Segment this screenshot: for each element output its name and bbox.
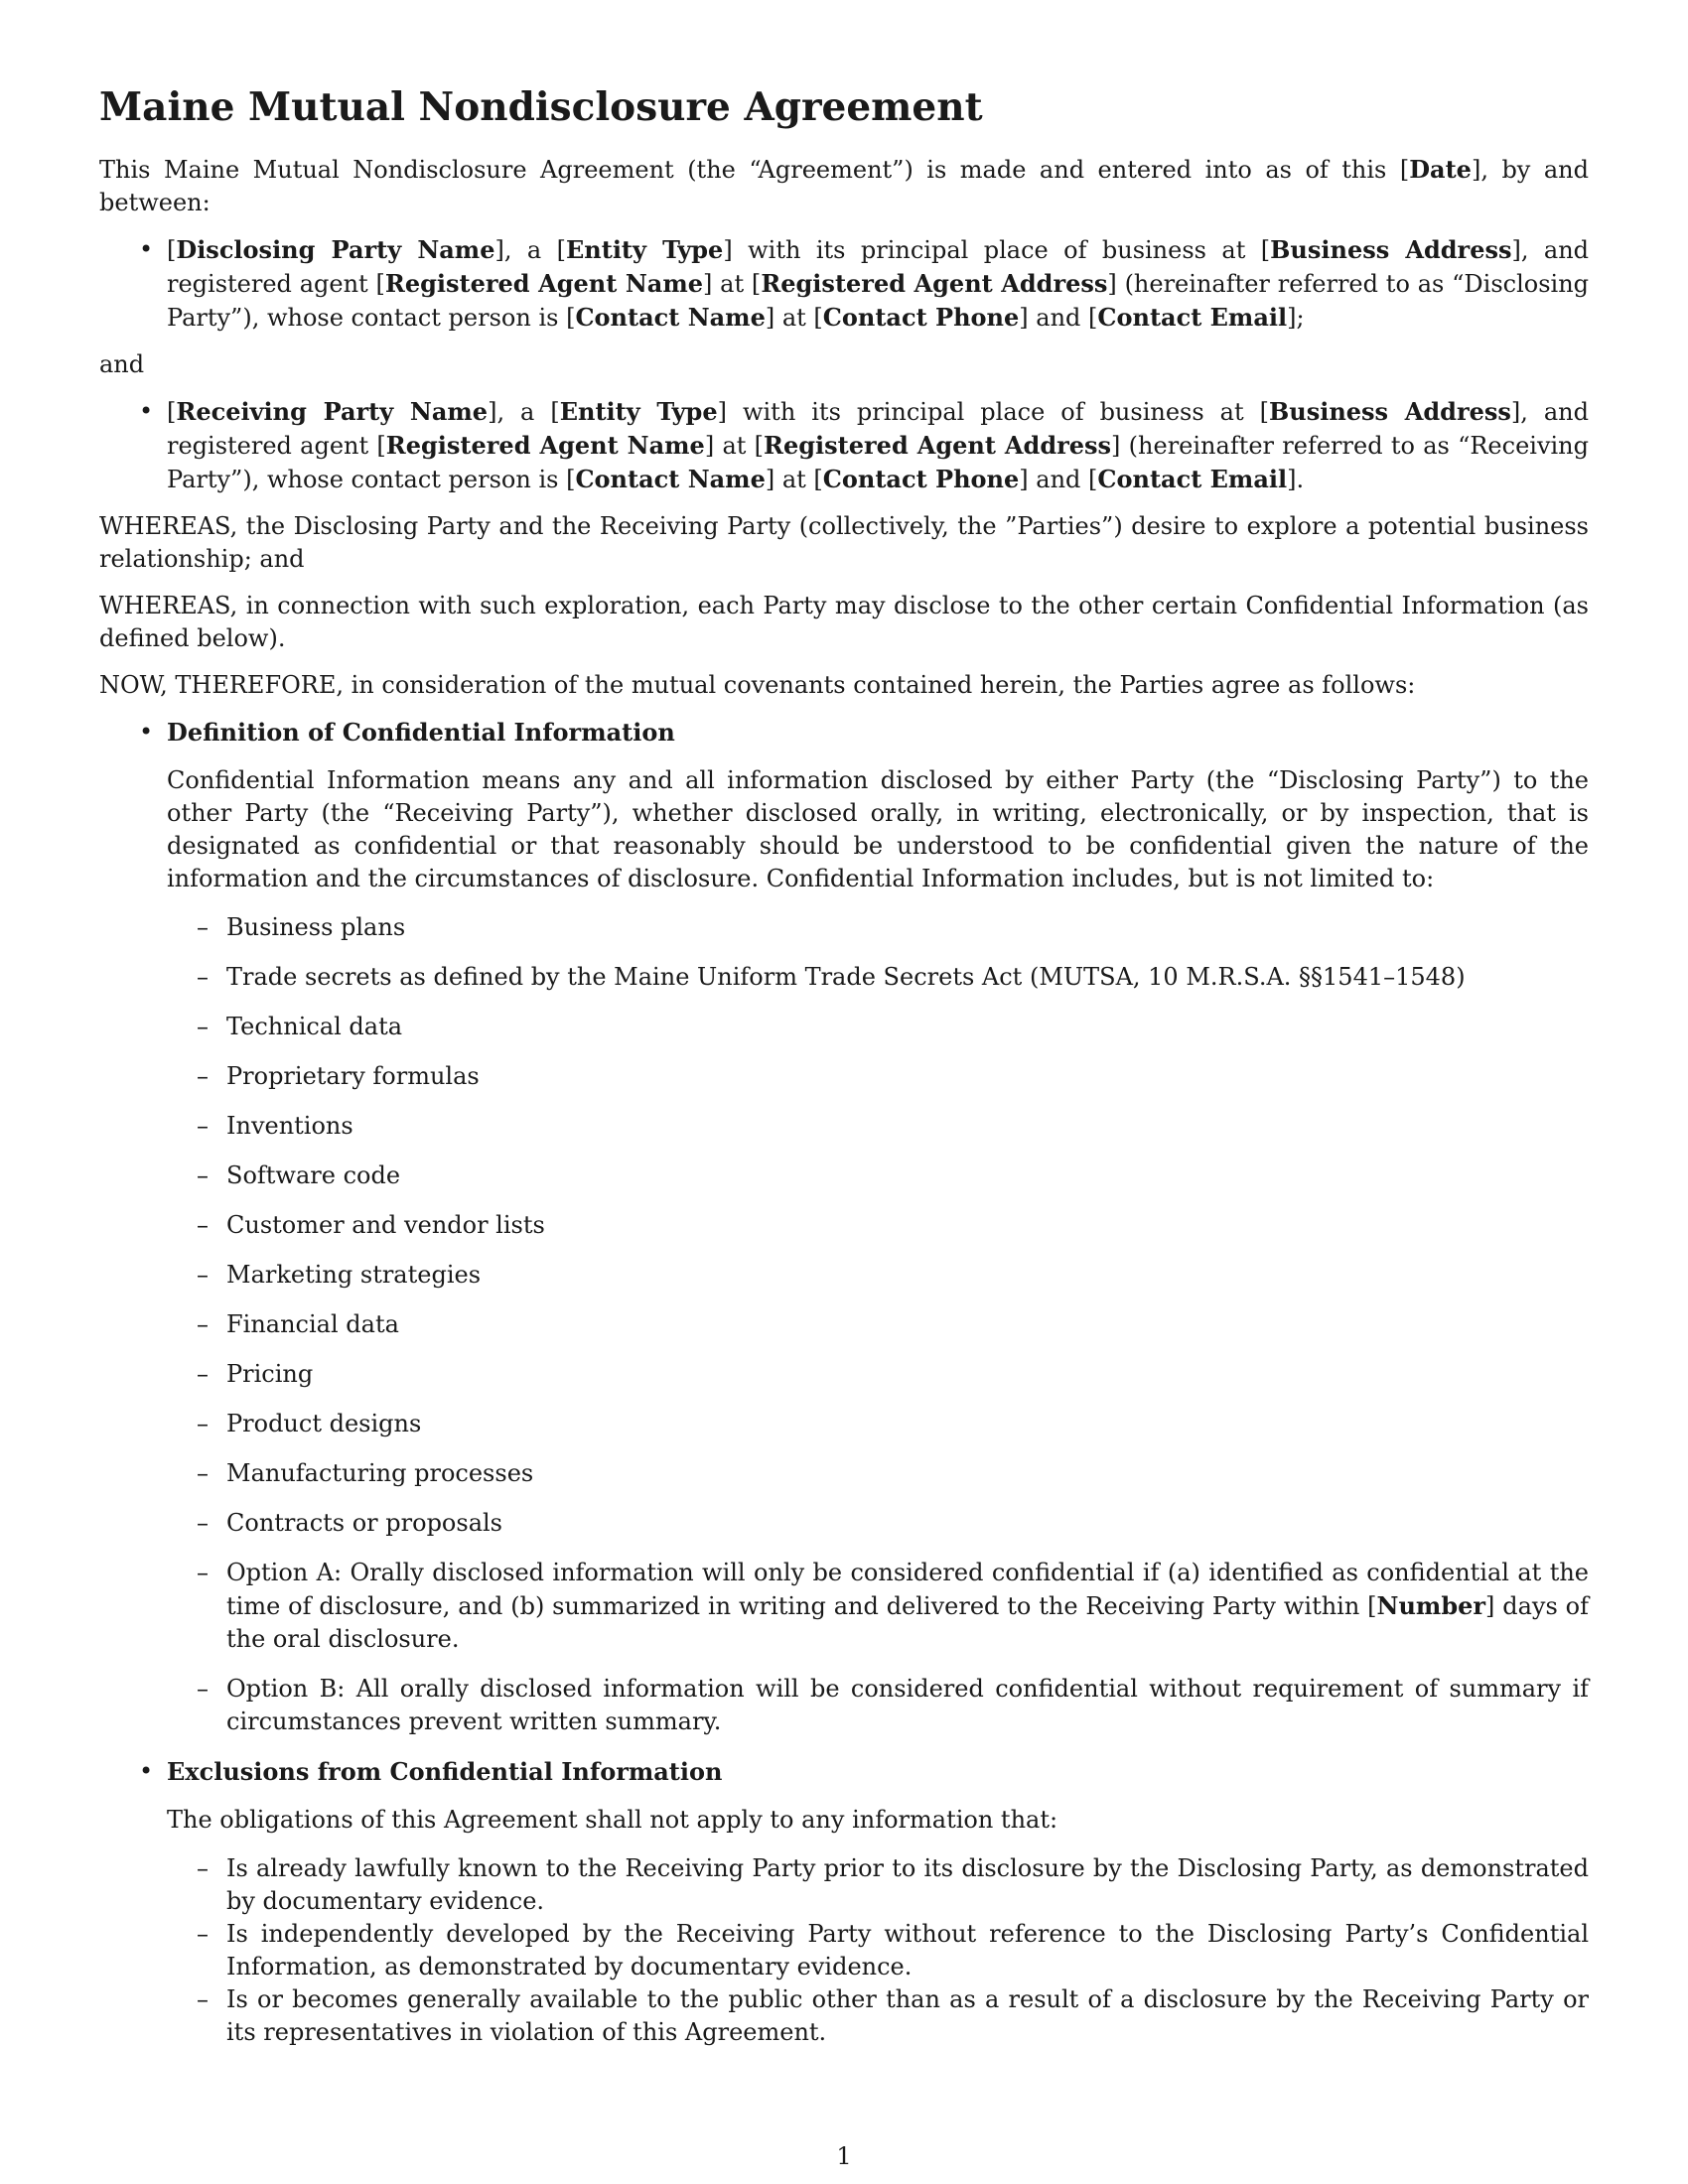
- receiving-party-item: • [Receiving Party Name], a [Entity Type] with its principal place of business at [Business Address], and registered agent [Registered Agent Name] at [Registered Agent Address] (hereinafter referred to as “Receiving Party”), whose contact person is [Contact Name] at [Contact Phone] and [Contact Email].: [167, 395, 1589, 496]
- registered-agent-name-field: Registered Agent Name: [385, 430, 705, 460]
- section-title: • Exclusions from Confidential Information: [167, 1756, 723, 1786]
- page-number: 1: [836, 2142, 852, 2170]
- disclosing-party-name-field: Disclosing Party Name: [176, 234, 495, 264]
- and-text: and: [99, 349, 145, 378]
- contact-name-field: Contact Name: [575, 302, 766, 332]
- entity-type-field: Entity Type: [565, 234, 724, 264]
- list-item: – Business plans: [226, 911, 1589, 944]
- list-item: – Pricing: [226, 1358, 1589, 1391]
- receiving-party-name-field: Receiving Party Name: [176, 396, 489, 426]
- list-item: – Proprietary formulas: [226, 1060, 1589, 1093]
- list-item: – Software code: [226, 1160, 1589, 1192]
- list-item: – Contracts or proposals: [226, 1507, 1589, 1540]
- date-field: Date: [1409, 154, 1472, 184]
- whereas-paragraph-1: WHEREAS, the Disclosing Party and the Receiving Party (collectively, the ”Parties”) desire to explore a potential business relationship; and: [99, 511, 1589, 573]
- list-item: – Is or becomes generally available to the public other than as a result of a disclosure by the Receiving Party or its representatives in violation of this Agreement.: [226, 1983, 1589, 2049]
- section-definition: [167, 716, 1589, 1738]
- option-a-item: – Option A: Orally disclosed information will only be considered confidential if (a) identified as confidential at the time of disclosure, and (b) summarized in writing and delivered to the Receiving Party within [Number] days of the oral disclosure.: [226, 1557, 1589, 1656]
- contact-phone-field: Contact Phone: [822, 302, 1020, 332]
- number-field: Number: [1376, 1590, 1486, 1620]
- list-item: – Technical data: [226, 1011, 1589, 1043]
- section-intro: Confidential Information means any and all information disclosed by either Party (the “Disclosing Party”) to the other Party (the “Receiving Party”), whether disclosed orally, in writing, electronically, or by inspection, that is designated as confidential or that reasonably should be understood to be confidential given the nature of the information and the circumstances of disclosure. Confidential Information includes, but is not limited to:: [167, 765, 1589, 892]
- contact-email-field: Contact Email: [1097, 464, 1288, 493]
- business-address-field: Business Address: [1270, 234, 1512, 264]
- list-item: – Customer and vendor lists: [226, 1209, 1589, 1242]
- contact-name-field: Contact Name: [575, 464, 766, 493]
- sections-list: [99, 716, 1589, 2049]
- confidential-items-list: [167, 911, 1589, 1738]
- document-title: Maine Mutual Nondisclosure Agreement: [99, 84, 983, 130]
- entity-type-field: Entity Type: [559, 396, 718, 426]
- exclusions-list: [167, 1852, 1589, 2049]
- business-address-field: Business Address: [1268, 396, 1511, 426]
- whereas-paragraph-2: WHEREAS, in connection with such exploration, each Party may disclose to the other certain Confidential Information (as defined below).: [99, 591, 1589, 652]
- list-item: – Is already lawfully known to the Receiving Party prior to its disclosure by the Disclosing Party, as demonstrated by documentary evidence.: [226, 1852, 1589, 1918]
- section-intro: The obligations of this Agreement shall not apply to any information that:: [167, 1805, 1058, 1834]
- list-item: – Manufacturing processes: [226, 1457, 1589, 1490]
- list-item: – Marketing strategies: [226, 1259, 1589, 1292]
- registered-agent-name-field: Registered Agent Name: [384, 268, 703, 298]
- registered-agent-address-field: Registered Agent Address: [764, 430, 1112, 460]
- section-exclusions: [167, 1755, 1589, 2049]
- contact-email-field: Contact Email: [1097, 302, 1288, 332]
- receiving-party-list: [99, 395, 1589, 496]
- now-therefore-paragraph: NOW, THEREFORE, in consideration of the mutual covenants contained herein, the Parties agree as follows:: [99, 670, 1416, 699]
- document-page: [99, 84, 1589, 2061]
- intro-paragraph: This Maine Mutual Nondisclosure Agreement (the “Agreement”) is made and entered into as of this [Date], by and between:: [99, 154, 1589, 216]
- disclosing-party-item: • [Disclosing Party Name], a [Entity Type] with its principal place of business at [Business Address], and registered agent [Registered Agent Name] at [Registered Agent Address] (hereinafter referred to as “Disclosing Party”), whose contact person is [Contact Name] at [Contact Phone] and [Contact Email];: [167, 233, 1589, 335]
- list-item: – Financial data: [226, 1308, 1589, 1341]
- option-b-item: – Option B: All orally disclosed information will be considered confidential without requirement of summary if circumstances prevent written summary.: [226, 1673, 1589, 1738]
- registered-agent-address-field: Registered Agent Address: [761, 268, 1108, 298]
- contact-phone-field: Contact Phone: [822, 464, 1020, 493]
- list-item: – Trade secrets as defined by the Maine Uniform Trade Secrets Act (MUTSA, 10 M.R.S.A. §§1541–1548): [226, 961, 1589, 994]
- disclosing-party-list: [99, 233, 1589, 335]
- list-item: – Inventions: [226, 1110, 1589, 1143]
- list-item: – Is independently developed by the Receiving Party without reference to the Disclosing Party’s Confidential Information, as demonstrated by documentary evidence.: [226, 1918, 1589, 1983]
- section-title: • Definition of Confidential Information: [167, 717, 675, 747]
- list-item: – Product designs: [226, 1408, 1589, 1440]
